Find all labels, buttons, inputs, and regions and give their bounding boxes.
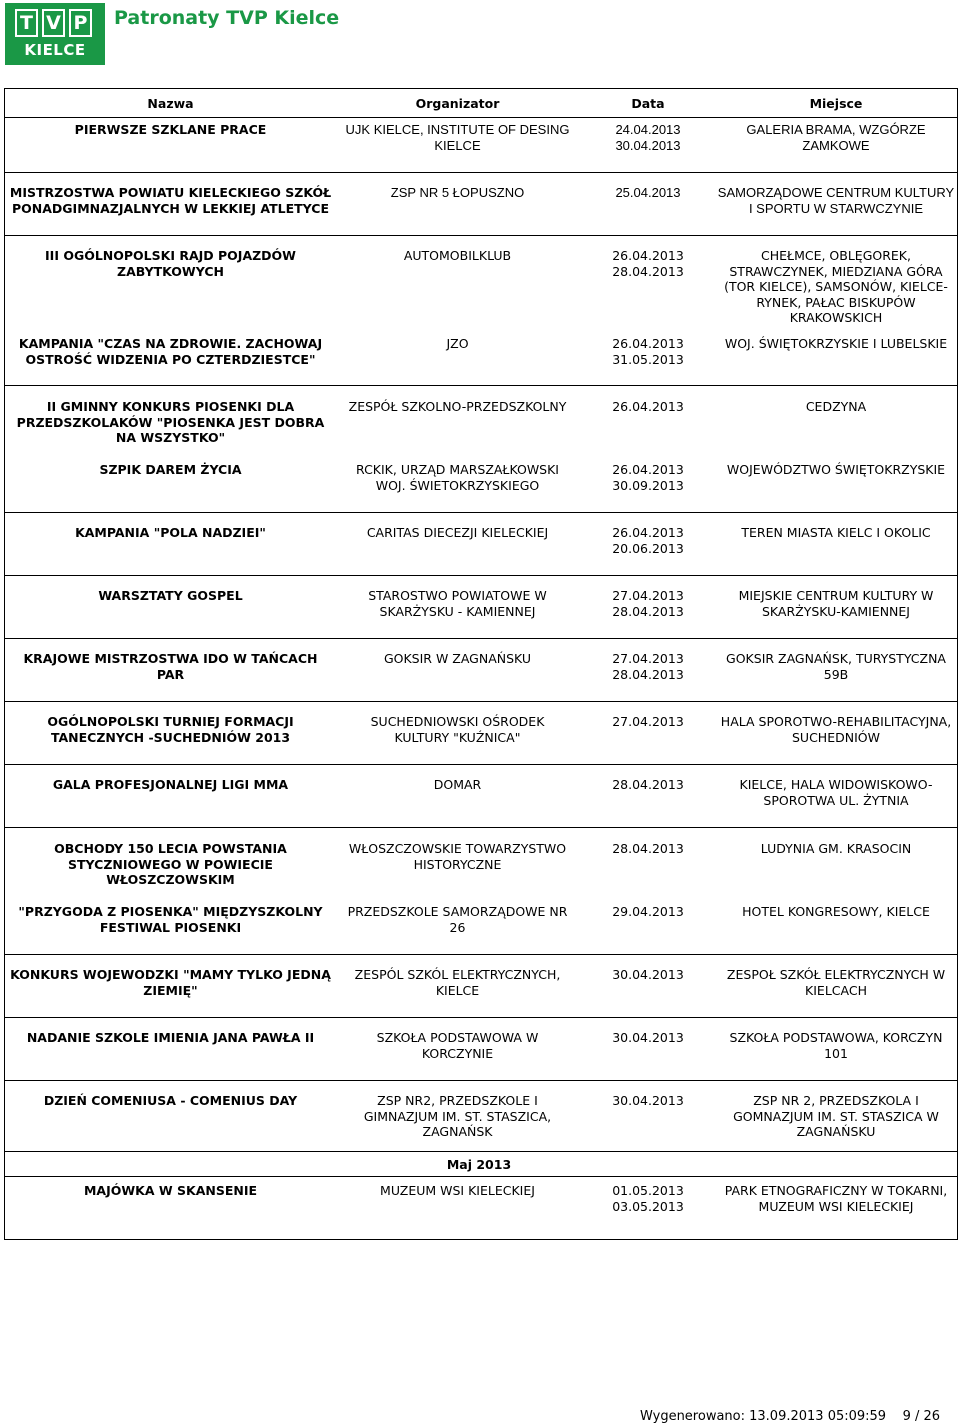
logo-letter-v: V — [42, 9, 65, 37]
event-place: GOKSIR ZAGNAŃSK, TURYSTYCZNA 59B — [726, 651, 946, 682]
logo-tvp-letters — [15, 9, 95, 37]
event-place: WOJEWÓDZTWO ŚWIĘTOKRZYSKIE — [726, 462, 946, 477]
event-date: 26.04.2013 28.04.2013 — [612, 248, 684, 279]
event-date: 28.04.2013 — [612, 777, 684, 792]
page-footer — [640, 1409, 940, 1424]
event-date: 26.04.2013 20.06.2013 — [612, 525, 684, 556]
logo-letter-p: P — [69, 9, 92, 37]
event-name: KAMPANIA "POLA NADZIEI" — [75, 525, 266, 540]
event-name: MISTRZOSTWA POWIATU KIELECKIEGO SZKÓŁ PONADGIMNAZJALNYCH W LEKKIEJ ATLETYCE — [9, 185, 332, 216]
event-place: CEDZYNA — [805, 399, 867, 414]
event-organizer: MUZEUM WSI KIELECKIEJ — [380, 1183, 535, 1198]
event-organizer: UJK KIELCE, INSTITUTE OF DESING KIELCE — [345, 122, 570, 153]
event-name: NADANIE SZKOLE IMIENIA JANA PAWŁA II — [26, 1030, 315, 1045]
event-date: 27.04.2013 — [612, 714, 684, 729]
logo-letter-t: T — [15, 9, 38, 37]
event-place: ZSP NR 2, PRZEDSZKOLA I GOMNAZJUM IM. ST. STASZICA W ZAGNAŃSKU — [733, 1093, 939, 1139]
row-separator — [4, 1017, 958, 1018]
event-date: 30.04.2013 — [612, 967, 684, 982]
event-name: KONKURS WOJEWODZKI "MAMY TYLKO JEDNĄ ZIEMIĘ" — [10, 967, 331, 998]
event-organizer: ZSP NR 5 ŁOPUSZNO — [390, 185, 525, 200]
event-place: KIELCE, HALA WIDOWISKOWO- SPOROTWA UL. ŻYTNIA — [739, 777, 933, 808]
event-organizer: GOKSIR W ZAGNAŃSKU — [383, 651, 532, 666]
row-separator — [4, 827, 958, 828]
row-separator — [4, 638, 958, 639]
row-separator — [4, 1151, 958, 1152]
event-place: SZKOŁA PODSTAWOWA, KORCZYN 101 — [729, 1030, 943, 1061]
event-place: CHEŁMCE, OBLĘGOREK, STRAWCZYNEK, MIEDZIANA GÓRA (TOR KIELCE), SAMSONÓW, KIELCE- RYNEK, PAŁAC BISKUPÓW KRAKOWSKICH — [724, 248, 948, 325]
event-date: 01.05.2013 03.05.2013 — [612, 1183, 684, 1214]
event-date: 27.04.2013 28.04.2013 — [612, 651, 684, 682]
event-name: DZIEŃ COMENIUSA - COMENIUS DAY — [43, 1093, 298, 1108]
row-separator — [4, 512, 958, 513]
event-date: 27.04.2013 28.04.2013 — [612, 588, 684, 619]
event-date: 30.04.2013 — [612, 1030, 684, 1045]
event-date: 30.04.2013 — [612, 1093, 684, 1108]
row-separator — [4, 575, 958, 576]
column-header-organizer: Organizator — [415, 96, 500, 111]
event-organizer: ZSP NR2, PRZEDSZKOLE I GIMNAZJUM IM. ST. STASZICA, ZAGNAŃSK — [363, 1093, 552, 1139]
event-place: ZESPOŁ SZKÓŁ ELEKTRYCZNYCH W KIELCACH — [726, 967, 946, 998]
row-separator — [4, 701, 958, 702]
event-organizer: WŁOSZCZOWSKIE TOWARZYSTWO HISTORYCZNE — [348, 841, 567, 872]
event-place: LUDYNIA GM. KRASOCIN — [760, 841, 912, 856]
event-date: 26.04.2013 30.09.2013 — [612, 462, 684, 493]
event-name: PIERWSZE SZKLANE PRACE — [74, 122, 267, 137]
event-date: 29.04.2013 — [612, 904, 684, 919]
event-name: SZPIK DAREM ŻYCIA — [99, 462, 242, 477]
event-place: PARK ETNOGRAFICZNY W TOKARNI, MUZEUM WSI KIELECKIEJ — [724, 1183, 948, 1214]
event-place: WOJ. ŚWIĘTOKRZYSKIE I LUBELSKIE — [724, 336, 948, 351]
row-separator — [4, 172, 958, 173]
event-date: 25.04.2013 — [615, 185, 681, 200]
event-organizer: JZO — [446, 336, 469, 351]
event-organizer: RCKIK, URZĄD MARSZAŁKOWSKI WOJ. ŚWIETOKRZYSKIEGO — [356, 462, 559, 493]
event-place: MIEJSKIE CENTRUM KULTURY W SKARŻYSKU-KAMIENNEJ — [738, 588, 934, 619]
event-organizer: PRZEDSZKOLE SAMORZĄDOWE NR 26 — [347, 904, 568, 935]
event-date: 26.04.2013 31.05.2013 — [612, 336, 684, 367]
row-separator — [4, 1080, 958, 1081]
column-header-date: Data — [631, 96, 665, 111]
event-organizer: SZKOŁA PODSTAWOWA W KORCZYNIE — [376, 1030, 539, 1061]
event-name: WARSZTATY GOSPEL — [98, 588, 243, 603]
column-header-place: Miejsce — [809, 96, 863, 111]
event-place: HOTEL KONGRESOWY, KIELCE — [742, 904, 930, 919]
event-organizer: CARITAS DIECEZJI KIELECKIEJ — [366, 525, 549, 540]
event-date: 28.04.2013 — [612, 841, 684, 856]
page-title: Patronaty TVP Kielce — [114, 7, 340, 29]
event-organizer: STAROSTWO POWIATOWE W SKARŻYSKU - KAMIENNEJ — [368, 588, 547, 619]
logo-kielce-text: KIELCE — [24, 41, 86, 59]
event-name: III OGÓLNOPOLSKI RAJD POJAZDÓW ZABYTKOWYCH — [45, 248, 296, 279]
event-place: HALA SPOROTWO-REHABILITACYJNA, SUCHEDNIÓW — [720, 714, 952, 745]
event-date: 24.04.2013 30.04.2013 — [615, 122, 681, 153]
event-organizer: AUTOMOBILKLUB — [403, 248, 512, 263]
row-separator — [4, 385, 958, 386]
header-separator — [4, 117, 958, 118]
event-name: MAJÓWKA W SKANSENIE — [83, 1183, 258, 1198]
event-place: GALERIA BRAMA, WZGÓRZE ZAMKOWE — [746, 122, 926, 153]
event-name: II GMINNY KONKURS PIOSENKI DLA PRZEDSZKOLAKÓW "PIOSENKA JEST DOBRA NA WSZYSTKO" — [16, 399, 325, 445]
event-organizer: ZESPÓL SZKÓL ELEKTRYCZNYCH, KIELCE — [354, 967, 561, 998]
event-name: KRAJOWE MISTRZOSTWA IDO W TAŃCACH PAR — [23, 651, 318, 682]
row-separator — [4, 235, 958, 236]
event-name: GALA PROFESJONALNEJ LIGI MMA — [52, 777, 289, 792]
page-number: 9 / 26 — [902, 1409, 941, 1424]
event-name: OGÓLNOPOLSKI TURNIEJ FORMACJI TANECZNYCH -SUCHEDNIÓW 2013 — [47, 714, 294, 745]
event-place: SAMORZĄDOWE CENTRUM KULTURY I SPORTU W STARWCZYNIE — [717, 185, 955, 216]
event-date: 26.04.2013 — [612, 399, 684, 414]
row-separator — [4, 1176, 958, 1177]
generated-timestamp: Wygenerowano: 13.09.2013 05:09:59 — [640, 1409, 887, 1424]
tvp-kielce-logo — [5, 3, 105, 65]
event-name: OBCHODY 150 LECIA POWSTANIA STYCZNIOWEGO W POWIECIE WŁOSZCZOWSKIM — [54, 841, 287, 887]
row-separator — [4, 764, 958, 765]
column-header-name: Nazwa — [147, 96, 194, 111]
event-organizer: ZESPÓŁ SZKOLNO-PRZEDSZKOLNY — [348, 399, 567, 414]
row-separator — [4, 954, 958, 955]
event-organizer: DOMAR — [433, 777, 482, 792]
event-organizer: SUCHEDNIOWSKI OŚRODEK KULTURY "KUŹNICA" — [370, 714, 545, 745]
event-name: "PRZYGODA Z PIOSENKA" MIĘDZYSZKOLNY FESTIWAL PIOSENKI — [18, 904, 323, 935]
event-name: KAMPANIA "CZAS NA ZDROWIE. ZACHOWAJ OSTROŚĆ WIDZENIA PO CZTERDZIESTCE" — [18, 336, 323, 367]
page-header — [0, 0, 960, 80]
event-place: TEREN MIASTA KIELC I OKOLIC — [741, 525, 931, 540]
month-label: Maj 2013 — [446, 1157, 512, 1172]
